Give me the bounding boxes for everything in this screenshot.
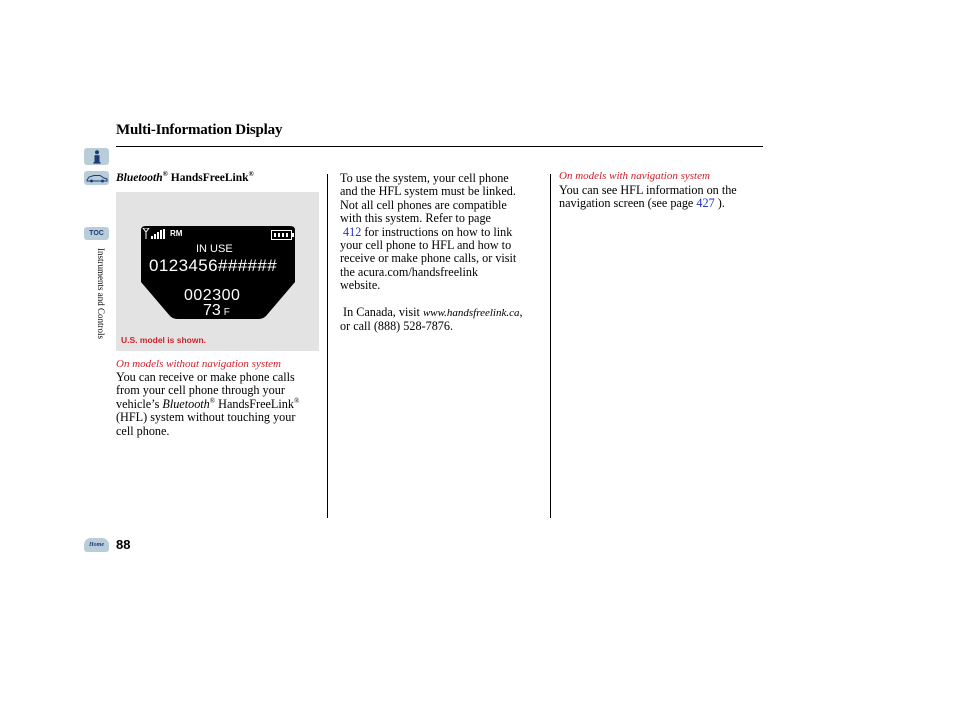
phone-number: 0123456###### xyxy=(149,256,278,275)
outside-temperature: 73 F xyxy=(203,302,230,319)
linking-paragraph: To use the system, your cell phone and the HFL system must be linked. Not all cell phones are compatible with this system. Refer to page 412 for instructions on how to link your cell phone to HFL and how to receive or make phone calls, or visit the acura.com/handsfreelink website. xyxy=(340,171,517,293)
canada-paragraph: In Canada, visit www.handsfreelink.ca, or call (888) 528-7876. xyxy=(340,305,523,334)
display-figure xyxy=(116,192,319,351)
section-heading: Bluetooth® HandsFreeLink® xyxy=(116,170,254,184)
page-number: 88 xyxy=(116,537,131,552)
call-status: IN USE xyxy=(196,243,233,255)
column-divider xyxy=(550,174,551,518)
temperature-unit: F xyxy=(223,307,230,318)
signal-strength-icon xyxy=(142,228,172,240)
vehicle-index-button[interactable] xyxy=(84,171,109,185)
navigation-paragraph: You can see HFL information on the navigation screen (see page 427 ). xyxy=(559,183,737,211)
model-note: On models without navigation system xyxy=(116,358,281,370)
toc-button[interactable]: TOC xyxy=(84,227,109,240)
canada-url: www.handsfreelink.ca xyxy=(422,307,520,319)
section-tab xyxy=(96,248,108,372)
figure-caption: U.S. model is shown. xyxy=(121,335,207,345)
car-icon xyxy=(86,173,108,183)
roaming-indicator: RM xyxy=(170,229,183,238)
intro-paragraph: You can receive or make phone calls from your cell phone through your vehicle’s Bluetooth® HandsFreeLink® (HFL) system without touching your cell phone. xyxy=(116,370,300,438)
info-button[interactable] xyxy=(84,148,109,165)
home-button[interactable]: Home xyxy=(84,538,109,552)
odometer-reading: 002300 xyxy=(184,287,241,304)
page-link-412[interactable]: 412 xyxy=(343,224,362,239)
info-icon xyxy=(92,150,102,164)
model-note: On models with navigation system xyxy=(559,170,710,182)
title-rule xyxy=(116,146,763,147)
page-title: Multi-Information Display xyxy=(116,122,283,138)
battery-icon xyxy=(271,230,295,240)
section-tab-label: Instruments and Controls xyxy=(96,248,106,339)
page-link-427[interactable]: 427 xyxy=(696,196,715,211)
column-divider xyxy=(327,174,328,518)
